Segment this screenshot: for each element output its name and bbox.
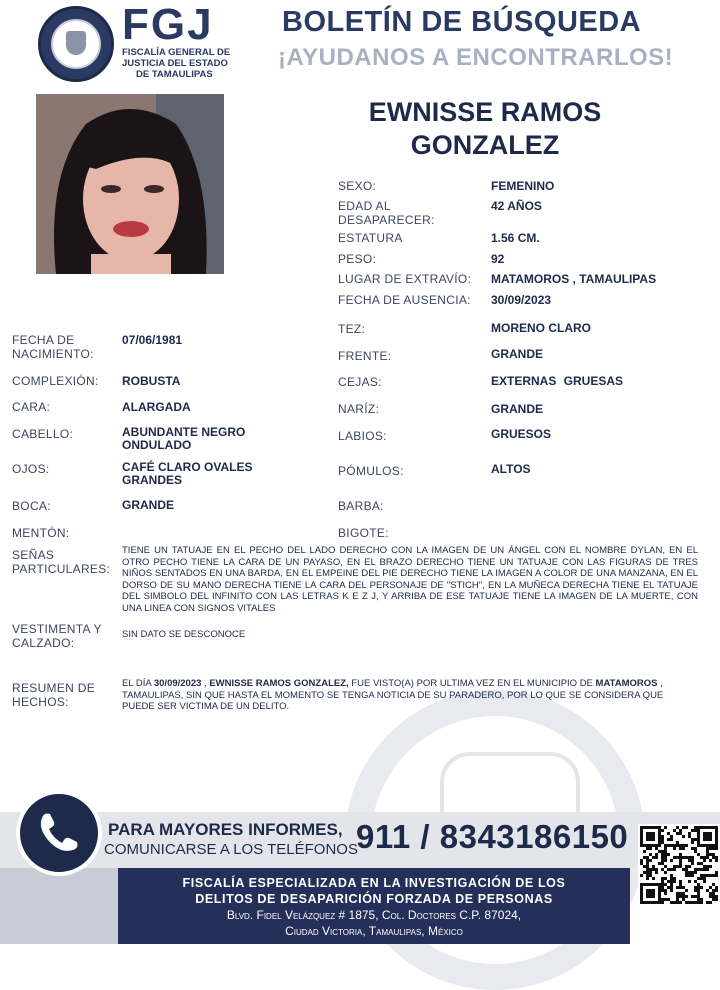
qr-module xyxy=(706,868,709,871)
summary-label: RESUMEN DE HECHOS: xyxy=(12,681,96,709)
qr-module xyxy=(715,859,718,862)
qr-module xyxy=(664,892,667,895)
qr-module xyxy=(664,859,667,862)
qr-module xyxy=(670,889,673,892)
office-address-line1: Blvd. Fidel Velázquez # 1875, Col. Doctores C.P. 87024, xyxy=(226,908,522,922)
skin-value: MORENO CLARO xyxy=(491,321,591,335)
qr-module xyxy=(673,880,676,883)
bulletin-subtitle: ¡AYUDANOS A ENCONTRARLOS! xyxy=(278,44,674,71)
face-value: ALARGADA xyxy=(122,400,191,414)
build-label: COMPLEXIÓN: xyxy=(12,374,99,388)
mustache-label: BIGOTE: xyxy=(338,526,389,540)
build-value: ROBUSTA xyxy=(122,374,181,388)
qr-module xyxy=(700,886,703,889)
qr-module xyxy=(643,850,646,853)
sex-label: SEXO: xyxy=(338,179,377,193)
org-acronym: FGJ xyxy=(122,0,214,49)
beard-label: BARBA: xyxy=(338,499,384,513)
eyes-label: OJOS: xyxy=(12,462,50,476)
qr-module xyxy=(658,844,661,847)
birthdate-value: 07/06/1981 xyxy=(122,333,183,347)
office-name-line1: FISCALÍA ESPECIALIZADA EN LA INVESTIGACIÓN DE LOS xyxy=(182,876,566,890)
skin-label: TEZ: xyxy=(338,322,366,336)
qr-module xyxy=(688,880,691,883)
phone-handset-icon xyxy=(20,794,98,872)
qr-module xyxy=(709,901,712,904)
height-label: ESTATURA xyxy=(338,231,403,245)
qr-module xyxy=(652,838,655,841)
hair-label: CABELLO: xyxy=(12,427,74,441)
qr-module xyxy=(709,859,712,862)
qr-module xyxy=(682,847,685,850)
office-name-line2: DELITOS DE DESAPARICIÓN FORZADA DE PERSONAS xyxy=(195,892,553,906)
qr-module xyxy=(649,859,652,862)
qr-code-icon[interactable] xyxy=(638,824,720,914)
place-label: LUGAR DE EXTRAVÍO: xyxy=(338,272,472,286)
lips-label: LABIOS: xyxy=(338,429,387,443)
qr-module xyxy=(664,826,667,829)
marks-text: TIENE UN TATUAJE EN EL PECHO DEL LADO DERECHO CON LA IMAGEN DE UN ÁNGEL CON EL NOMBRE DYLAN, EN EL OTRO PECHO TIENE LA CARA DE UN PAYASO, EN EL BRAZO DERECHO TIENE UN TATUAJE CON LAS FIGURAS DE TRES NIÑOS SENTADOS EN UNA BARDA, EN EL EMPEINE DEL PIE DERECHO TIENE LA IMAGEN A COLOR DE UNA MANZANA, EN EL DORSO DE SU MANO DERECHA TIENE LA CARA DEL PERSONAJE DE "STICH", EN LA MUÑECA DERECHA TIENE EL TATUAJE DEL SIMBOLO DEL INFINITO CON LAS LETRAS K E Z J, Y ARRIBA DE ESE TATUAJE TIENE LA IMAGEN DE LA MUERTE, CON UNA LINEA CON SIGNOS VITALES xyxy=(122,545,698,614)
qr-module xyxy=(682,835,685,838)
qr-module xyxy=(664,871,667,874)
nose-value: GRANDE xyxy=(491,402,544,416)
birthdate-label: FECHA DE NACIMIENTO: xyxy=(12,333,94,361)
qr-module xyxy=(700,901,703,904)
qr-module xyxy=(661,901,664,904)
office-address-line2: Ciudad Victoria, Tamaulipas, México xyxy=(285,924,463,938)
hair-value: ABUNDANTE NEGRO ONDULADO xyxy=(122,425,246,452)
qr-module xyxy=(673,868,676,871)
summary-text: EL DÍA 30/09/2023 , EWNISSE RAMOS GONZALEZ, FUE VISTO(A) POR ULTIMA VEZ EN EL MUNICIPIO DE MATAMOROS , TAMAULIPAS, SIN QUE HASTA EL MOMENTO SE TENGA NOTICIA DE SU PARADERO, POR LO QUE SE CONSIDERA QUE PUEDE SER VICTIMA DE UN DELITO. xyxy=(122,678,664,712)
qr-module xyxy=(670,859,673,862)
height-value: 1.56 CM. xyxy=(491,231,540,245)
contact-subheading: COMUNICARSE A LOS TELÉFONOS xyxy=(104,841,358,858)
qr-module xyxy=(652,877,655,880)
qr-module xyxy=(715,889,718,892)
qr-module xyxy=(715,874,718,877)
qr-module xyxy=(655,856,658,859)
absence-date-label: FECHA DE AUSENCIA: xyxy=(338,293,471,307)
lips-value: GRUESOS xyxy=(491,427,552,441)
qr-module xyxy=(691,841,694,844)
qr-module xyxy=(652,895,655,898)
nose-label: NARÍZ: xyxy=(338,402,380,416)
qr-module xyxy=(691,862,694,865)
eyebrows-label: CEJAS: xyxy=(338,375,382,389)
qr-module xyxy=(703,880,706,883)
cheekbones-value: ALTOS xyxy=(491,462,531,476)
missing-person-name: EWNISSE RAMOS GONZALEZ xyxy=(368,97,602,160)
mouth-value: GRANDE xyxy=(122,498,175,512)
qr-module xyxy=(649,847,652,850)
eyebrows-value: EXTERNAS GRUESAS xyxy=(491,374,624,388)
org-name: FISCALÍA GENERAL DE JUSTICIA DEL ESTADO DE TAMAULIPAS xyxy=(122,47,231,80)
qr-module xyxy=(709,838,712,841)
qr-module xyxy=(685,895,688,898)
qr-module xyxy=(679,901,682,904)
cheekbones-label: PÓMULOS: xyxy=(338,464,404,478)
contact-phone-number: 911 / 8343186150 xyxy=(356,818,629,855)
qr-module xyxy=(715,847,718,850)
qr-module xyxy=(685,844,688,847)
qr-module xyxy=(646,877,649,880)
person-portrait-icon xyxy=(36,94,224,274)
clothing-text: SIN DATO SE DESCONOCE xyxy=(122,629,246,640)
sex-value: FEMENINO xyxy=(491,179,555,193)
age-label: EDAD AL DESAPARECER: xyxy=(338,199,435,227)
absence-date-value: 30/09/2023 xyxy=(491,293,552,307)
marks-label: SEÑAS PARTICULARES: xyxy=(12,548,111,576)
qr-module xyxy=(640,874,643,877)
footer-accent xyxy=(0,868,118,944)
qr-module xyxy=(685,889,688,892)
forehead-label: FRENTE: xyxy=(338,349,392,363)
clothing-label: VESTIMENTA Y CALZADO: xyxy=(12,622,102,650)
qr-module xyxy=(703,859,706,862)
weight-value: 92 xyxy=(491,252,505,266)
weight-label: PESO: xyxy=(338,252,377,266)
qr-module xyxy=(670,838,673,841)
qr-module xyxy=(655,871,658,874)
shield-icon xyxy=(66,31,86,55)
eyes-value: CAFÉ CLARO OVALES GRANDES xyxy=(122,460,253,487)
qr-module xyxy=(667,853,670,856)
qr-module xyxy=(688,865,691,868)
age-value: 42 AÑOS xyxy=(491,199,542,213)
chin-label: MENTÓN: xyxy=(12,526,70,540)
qr-module xyxy=(661,829,664,832)
phone-icon xyxy=(16,790,102,876)
qr-module xyxy=(673,847,676,850)
missing-person-photo xyxy=(36,94,224,274)
mouth-label: BOCA: xyxy=(12,499,51,513)
contact-heading: PARA MAYORES INFORMES, xyxy=(108,820,343,839)
qr-module xyxy=(691,874,694,877)
forehead-value: GRANDE xyxy=(491,347,544,361)
place-value: MATAMOROS , TAMAULIPAS xyxy=(491,272,657,286)
qr-module xyxy=(694,871,697,874)
bulletin-title: BOLETÍN DE BÚSQUEDA xyxy=(282,6,642,38)
face-label: CARA: xyxy=(12,400,51,414)
qr-module xyxy=(685,826,688,829)
qr-module xyxy=(709,865,712,868)
qr-module xyxy=(715,898,718,901)
fgj-seal-logo xyxy=(38,6,114,82)
